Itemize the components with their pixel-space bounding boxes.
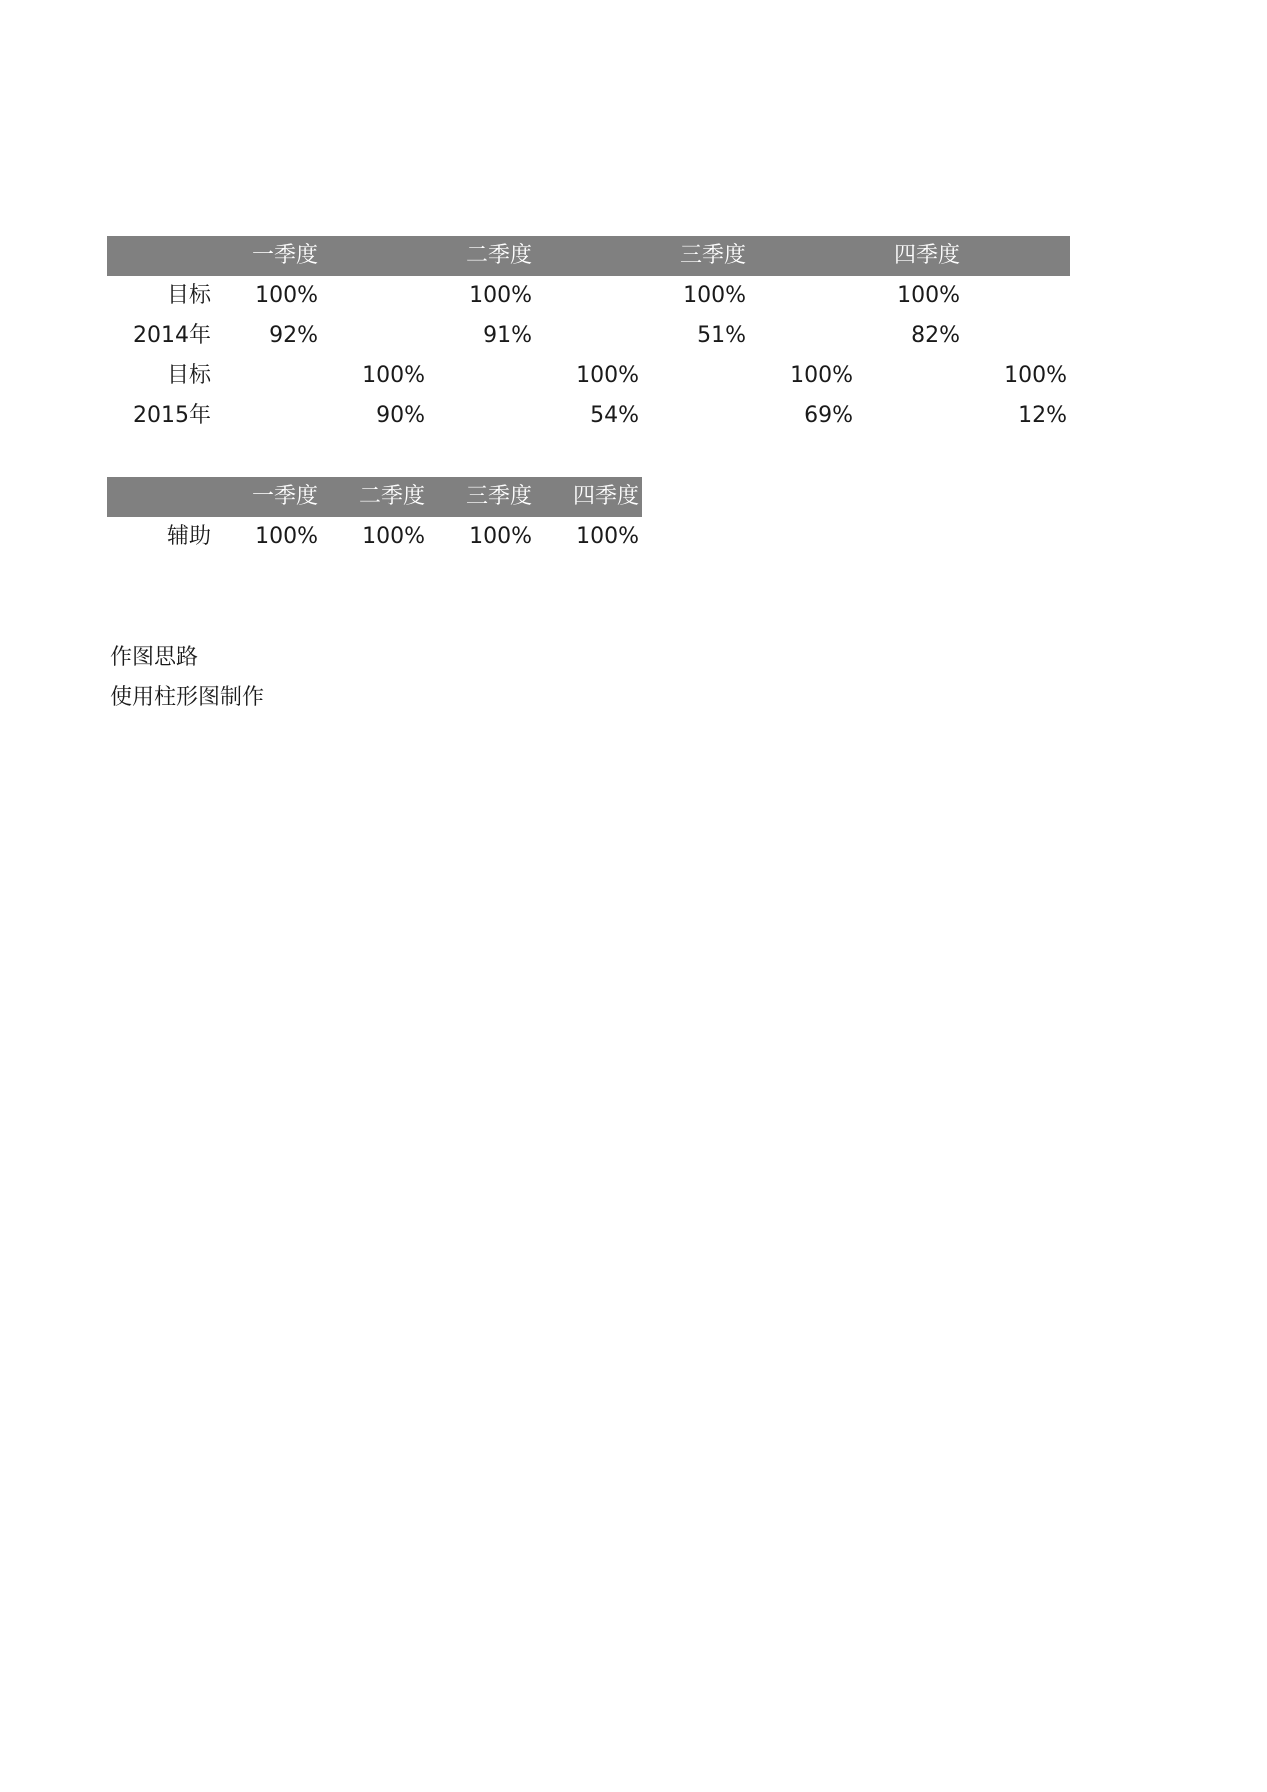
table-cell bbox=[960, 316, 1067, 356]
table-row bbox=[107, 517, 642, 557]
notes-section bbox=[110, 638, 264, 718]
table1-header-q3: 三季度 bbox=[679, 243, 746, 268]
table-cell: 54% bbox=[590, 403, 639, 428]
table-cell bbox=[425, 356, 532, 396]
table-cell bbox=[960, 276, 1067, 316]
table-cell: 100% bbox=[362, 363, 425, 388]
table-cell: 91% bbox=[483, 323, 532, 348]
table2-header-q2: 二季度 bbox=[358, 484, 425, 509]
notes-text: 使用柱形图制作 bbox=[110, 685, 265, 710]
table-cell: 100% bbox=[1004, 363, 1067, 388]
table-cell bbox=[211, 396, 318, 436]
table2-header-q1: 一季度 bbox=[251, 484, 318, 509]
table-cell: 100% bbox=[255, 524, 318, 549]
row-label: 2014年 bbox=[133, 323, 211, 348]
table2-header-q4: 四季度 bbox=[572, 484, 639, 509]
table-cell: 100% bbox=[255, 283, 318, 308]
table-cell: 92% bbox=[269, 323, 318, 348]
row-label: 辅助 bbox=[166, 524, 211, 549]
table-cell: 100% bbox=[897, 283, 960, 308]
table-cell bbox=[853, 396, 960, 436]
table2-header-q3: 三季度 bbox=[465, 484, 532, 509]
table-cell: 51% bbox=[697, 323, 746, 348]
table-cell bbox=[746, 316, 853, 356]
table-cell bbox=[425, 396, 532, 436]
table-row bbox=[107, 276, 1070, 316]
table-cell: 69% bbox=[804, 403, 853, 428]
notes-heading: 作图思路 bbox=[110, 645, 199, 670]
table-cell bbox=[318, 276, 425, 316]
table-cell: 100% bbox=[469, 524, 532, 549]
table-cell: 82% bbox=[911, 323, 960, 348]
helper-table bbox=[107, 477, 642, 557]
row-label: 目标 bbox=[166, 363, 211, 388]
table-row bbox=[107, 316, 1070, 356]
table-cell: 100% bbox=[576, 363, 639, 388]
table-cell: 90% bbox=[376, 403, 425, 428]
table1-header-q1: 一季度 bbox=[251, 243, 318, 268]
table-cell bbox=[211, 356, 318, 396]
table-cell bbox=[746, 276, 853, 316]
table1-header-corner bbox=[107, 236, 211, 276]
table-cell: 100% bbox=[790, 363, 853, 388]
table2-header-row bbox=[107, 477, 642, 517]
table-cell: 12% bbox=[1018, 403, 1067, 428]
table-cell bbox=[639, 396, 746, 436]
table-cell: 100% bbox=[469, 283, 532, 308]
table-cell bbox=[532, 276, 639, 316]
row-label: 目标 bbox=[166, 283, 211, 308]
table1-header-row bbox=[107, 236, 1070, 276]
table-cell bbox=[639, 356, 746, 396]
quarterly-target-table bbox=[107, 236, 1070, 436]
table1-header-q2: 二季度 bbox=[465, 243, 532, 268]
table1-header-q4: 四季度 bbox=[893, 243, 960, 268]
table-cell: 100% bbox=[576, 524, 639, 549]
table-cell bbox=[853, 356, 960, 396]
table-row bbox=[107, 356, 1070, 396]
table2-header-corner bbox=[107, 477, 211, 517]
row-label: 2015年 bbox=[133, 403, 211, 428]
table-cell bbox=[532, 316, 639, 356]
table-cell: 100% bbox=[362, 524, 425, 549]
table-cell bbox=[318, 316, 425, 356]
table-cell: 100% bbox=[683, 283, 746, 308]
table-row bbox=[107, 396, 1070, 436]
